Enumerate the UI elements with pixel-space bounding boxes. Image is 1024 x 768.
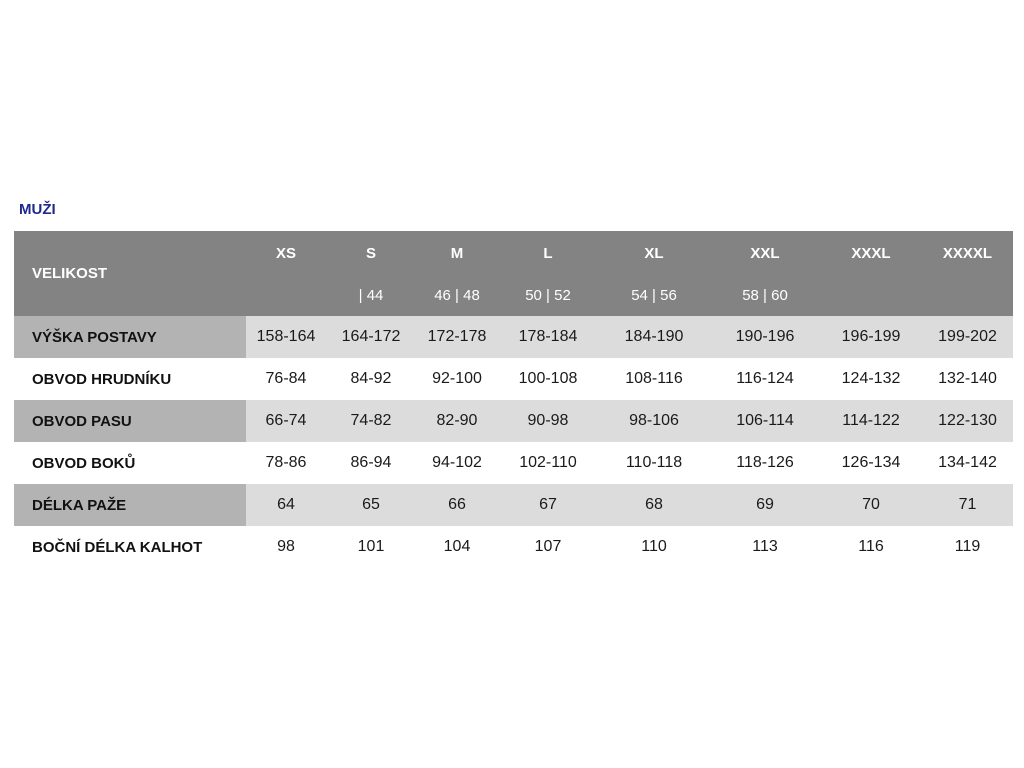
table-cell: 67 xyxy=(498,484,598,526)
row-label: OBVOD HRUDNÍKU xyxy=(14,358,246,400)
row-label: DÉLKA PAŽE xyxy=(14,484,246,526)
eu-size-xl: 54 | 56 xyxy=(598,275,710,316)
table-cell: 101 xyxy=(326,526,416,568)
size-xxxxl: XXXXL xyxy=(922,231,1013,275)
size-m: M xyxy=(416,231,498,275)
table-cell: 65 xyxy=(326,484,416,526)
table-cell: 110 xyxy=(598,526,710,568)
table-cell: 84-92 xyxy=(326,358,416,400)
table-cell: 66 xyxy=(416,484,498,526)
table-cell: 66-74 xyxy=(246,400,326,442)
table-cell: 64 xyxy=(246,484,326,526)
table-row xyxy=(14,526,1013,568)
table-cell: 114-122 xyxy=(820,400,922,442)
table-row xyxy=(14,316,1013,358)
eu-size-l: 50 | 52 xyxy=(498,275,598,316)
table-cell: 86-94 xyxy=(326,442,416,484)
table-cell: 100-108 xyxy=(498,358,598,400)
eu-size-xxxxl xyxy=(922,275,1013,316)
table-cell: 116-124 xyxy=(710,358,820,400)
row-label: OBVOD BOKŮ xyxy=(14,442,246,484)
table-row xyxy=(14,400,1013,442)
table-cell: 74-82 xyxy=(326,400,416,442)
table-cell: 71 xyxy=(922,484,1013,526)
table-cell: 104 xyxy=(416,526,498,568)
eu-size-s: | 44 xyxy=(326,275,416,316)
table-cell: 134-142 xyxy=(922,442,1013,484)
table-cell: 190-196 xyxy=(710,316,820,358)
size-chart-table xyxy=(14,231,1013,568)
table-cell: 164-172 xyxy=(326,316,416,358)
table-cell: 178-184 xyxy=(498,316,598,358)
table-cell: 118-126 xyxy=(710,442,820,484)
size-l: L xyxy=(498,231,598,275)
table-cell: 106-114 xyxy=(710,400,820,442)
table-cell: 107 xyxy=(498,526,598,568)
table-cell: 199-202 xyxy=(922,316,1013,358)
table-cell: 102-110 xyxy=(498,442,598,484)
table-cell: 116 xyxy=(820,526,922,568)
row-label: VÝŠKA POSTAVY xyxy=(14,316,246,358)
table-cell: 78-86 xyxy=(246,442,326,484)
table-cell: 132-140 xyxy=(922,358,1013,400)
table-cell: 124-132 xyxy=(820,358,922,400)
table-cell: 98-106 xyxy=(598,400,710,442)
table-cell: 92-100 xyxy=(416,358,498,400)
table-cell: 76-84 xyxy=(246,358,326,400)
table-row xyxy=(14,358,1013,400)
section-title: MUŽI xyxy=(19,201,56,218)
table-row xyxy=(14,484,1013,526)
table-cell: 184-190 xyxy=(598,316,710,358)
table-cell: 108-116 xyxy=(598,358,710,400)
size-xl: XL xyxy=(598,231,710,275)
table-cell: 196-199 xyxy=(820,316,922,358)
table-cell: 126-134 xyxy=(820,442,922,484)
table-cell: 94-102 xyxy=(416,442,498,484)
table-cell: 68 xyxy=(598,484,710,526)
row-label: OBVOD PASU xyxy=(14,400,246,442)
table-cell: 119 xyxy=(922,526,1013,568)
size-header-label: VELIKOST xyxy=(14,231,246,316)
size-xs: XS xyxy=(246,231,326,275)
row-label: BOČNÍ DÉLKA KALHOT xyxy=(14,526,246,568)
table-cell: 90-98 xyxy=(498,400,598,442)
eu-size-m: 46 | 48 xyxy=(416,275,498,316)
table-cell: 158-164 xyxy=(246,316,326,358)
size-s: S xyxy=(326,231,416,275)
table-cell: 98 xyxy=(246,526,326,568)
table-cell: 82-90 xyxy=(416,400,498,442)
table-cell: 110-118 xyxy=(598,442,710,484)
eu-size-xxl: 58 | 60 xyxy=(710,275,820,316)
eu-size-xs xyxy=(246,275,326,316)
table-row xyxy=(14,442,1013,484)
size-xxl: XXL xyxy=(710,231,820,275)
size-header-row xyxy=(14,231,1013,275)
table-cell: 122-130 xyxy=(922,400,1013,442)
eu-size-xxxl xyxy=(820,275,922,316)
table-cell: 70 xyxy=(820,484,922,526)
size-xxxl: XXXL xyxy=(820,231,922,275)
table-cell: 113 xyxy=(710,526,820,568)
table-cell: 172-178 xyxy=(416,316,498,358)
table-cell: 69 xyxy=(710,484,820,526)
